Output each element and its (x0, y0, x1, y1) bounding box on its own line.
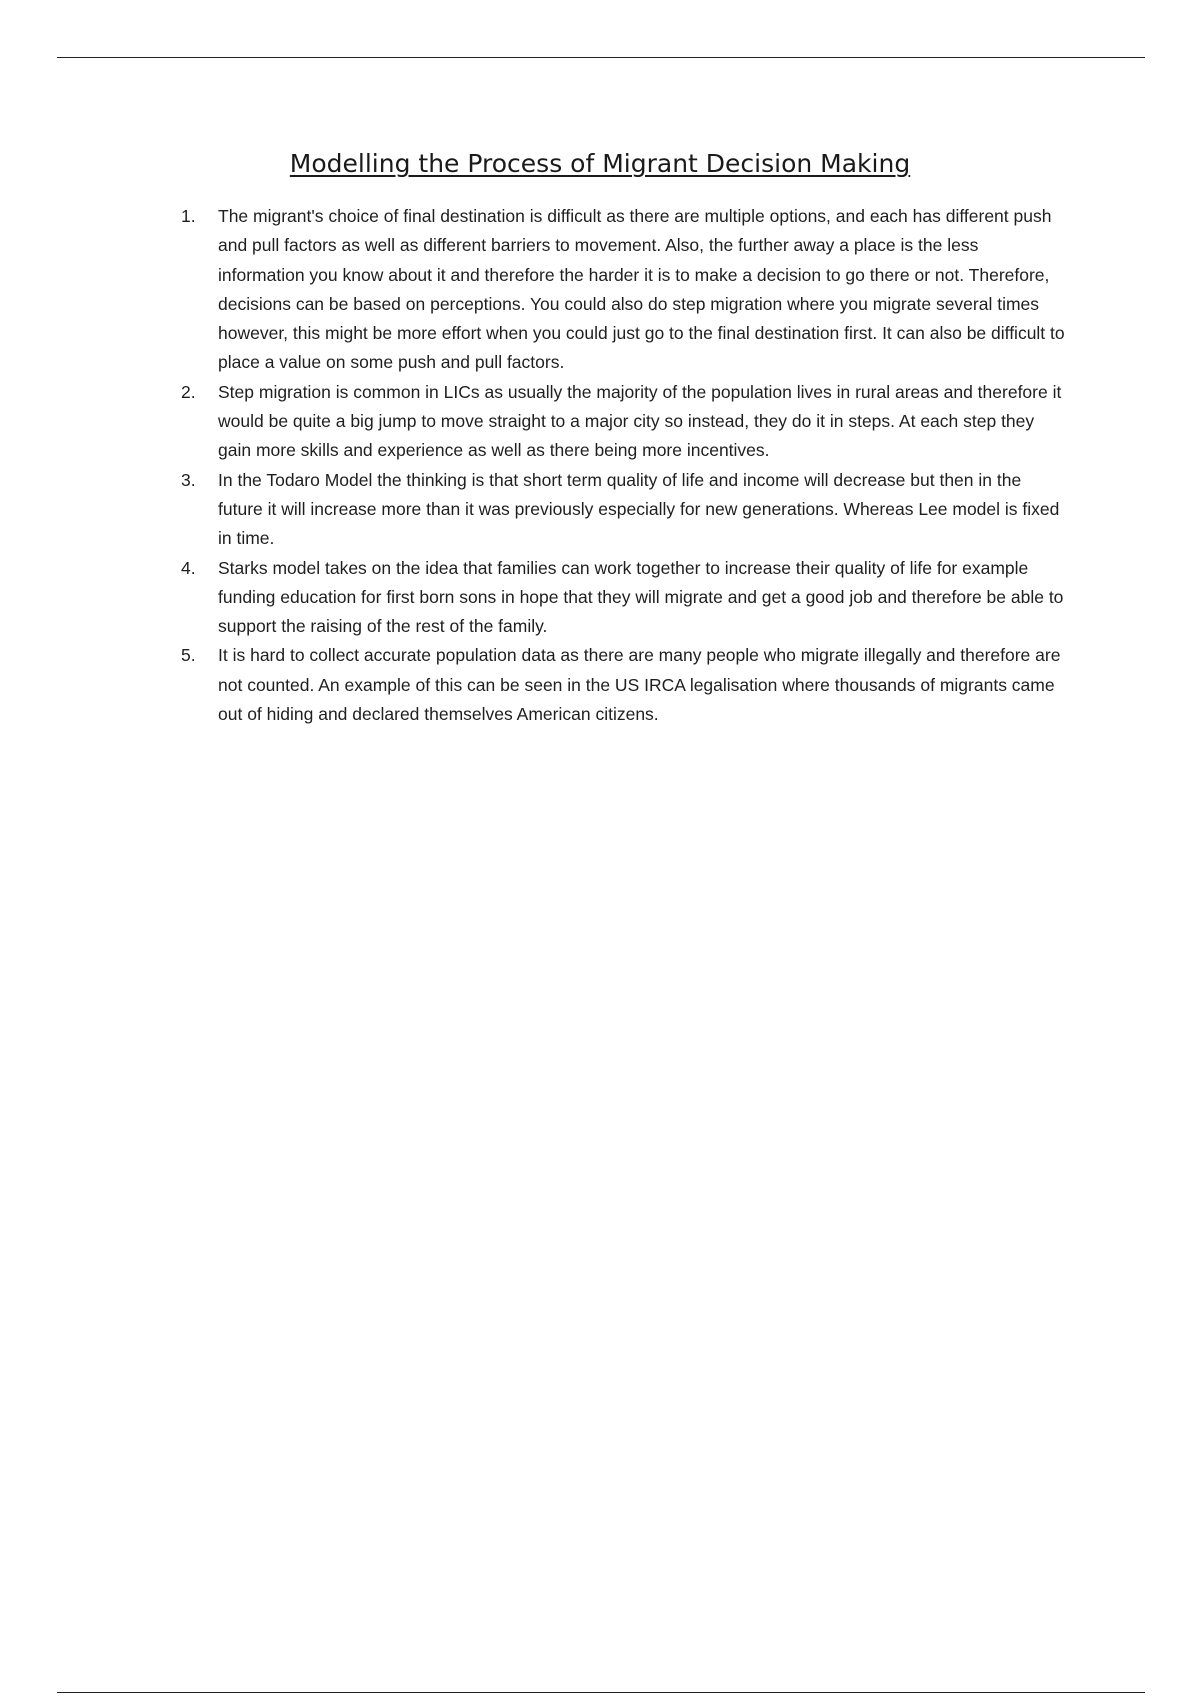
list-item-number: 3. (181, 469, 196, 490)
numbered-list (0, 202, 1200, 729)
footer-rule (57, 1692, 1145, 1693)
list-item (0, 202, 1200, 378)
list-item-text: It is hard to collect accurate population data as there are many people who migrate illegally and therefore are not counted. An example of this can be seen in the US IRCA legalisation where thousands of migrants came out of hiding and declared themselves American citizens. (218, 645, 1061, 725)
list-item-number: 2. (181, 381, 196, 402)
list-item-number: 4. (181, 557, 196, 578)
list-item (0, 641, 1200, 729)
list-item (0, 554, 1200, 642)
list-item-text: Step migration is common in LICs as usually the majority of the population lives in rural areas and therefore it would be quite a big jump to move straight to a major city so instead, they do it in steps. At each step they gain more skills and experience as well as there being more incentives. (218, 381, 1062, 461)
list-item (0, 466, 1200, 554)
list-item-text: The migrant's choice of final destination is difficult as there are multiple options, and each has different push and pull factors as well as different barriers to movement. Also, the further away a place is the less information you know about it and therefore the harder it is to make a decision to go there or not. Therefore, decisions can be based on perceptions. You could also do step migration where you migrate several times however, this might be more effort when you could just go to the final destination first. It can also be difficult to place a value on some push and pull factors. (218, 206, 1065, 373)
list-item-text: In the Todaro Model the thinking is that short term quality of life and income will decrease but then in the future it will increase more than it was previously especially for new generations. Whereas Lee model is fixed in time. (218, 469, 1060, 549)
list-item-number: 5. (181, 645, 196, 666)
header-rule (57, 57, 1145, 58)
list-item-number: 1. (181, 206, 196, 226)
document-title: Modelling the Process of Migrant Decision Making (289, 149, 911, 178)
list-item-text: Starks model takes on the idea that families can work together to increase their quality of life for example funding education for first born sons in hope that they will migrate and get a good job and therefore be able to support the raising of the rest of the family. (218, 557, 1064, 637)
list-item (0, 378, 1200, 466)
